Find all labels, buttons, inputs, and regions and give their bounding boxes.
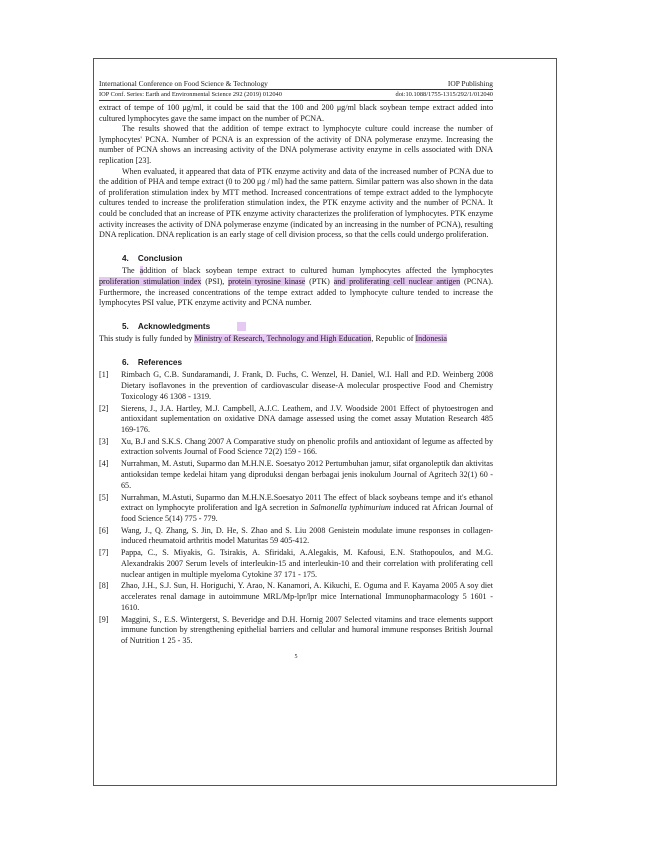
reference-text: Rimbach G, C.B. Sundaramandi, J. Frank, D. Fuchs, C. Wenzel, H. Daniel, W.I. Hall and P.D. Weinberg 2008 Dietary isoflavones in the prevention of cardiovascular disease-A molecular prospective Food and Chemistry Toxicology 46 1308 - 1319. xyxy=(121,370,493,401)
reference-number: [6] xyxy=(99,525,109,535)
section-heading-references xyxy=(122,358,493,369)
reference-item xyxy=(99,548,493,580)
section-title: Acknowledgments xyxy=(137,321,211,331)
reference-item xyxy=(99,526,493,547)
conference-name: International Conference on Food Science & Technology xyxy=(99,79,268,88)
section-number: 6. xyxy=(122,357,129,367)
reference-list xyxy=(99,370,493,646)
reference-item xyxy=(99,581,493,613)
reference-item xyxy=(99,437,493,458)
reference-item xyxy=(99,615,493,647)
section-heading-conclusion xyxy=(122,254,493,265)
conclusion-text-5: (PCNA). Furthermore, the increased concentrations of the tempe extract added to lymphocyte culture tended to increase the lymphocytes PSI value, PTK enzyme activity and PCNA number. xyxy=(99,276,493,308)
section-title: References xyxy=(137,357,182,367)
section-number: 4. xyxy=(122,253,129,263)
reference-number: [2] xyxy=(99,403,109,413)
acknowledgments-paragraph xyxy=(99,334,493,345)
doi-link[interactable]: doi:10.1088/1755-1315/292/1/012040 xyxy=(395,91,493,98)
reference-item xyxy=(99,493,493,525)
reference-text: Sierens, J., J.A. Hartley, M.J. Campbell, A.J.C. Leathem, and J.V. Woodside 2001 Effect of phytoestrogen and antioxidant suplementation on oxidative DNA damage assessed using the comet assay Mutation Research 485 169-176. xyxy=(121,403,493,434)
body-paragraph-1: extract of tempe of 100 μg/ml, it could be said that the 100 and 200 μg/ml black soybean tempe extract added into cultured lymphocytes gave the same impact on the number of PCNA. xyxy=(99,103,493,123)
paper-page xyxy=(99,79,493,663)
highlight-ptk[interactable]: protein tyrosine kinase xyxy=(228,276,306,286)
conclusion-paragraph xyxy=(99,266,493,308)
reference-text: Zhao, J.H., S.J. Sun, H. Horiguchi, Y. Arao, N. Kanamori, A. Kikuchi, E. Oguma and F. Kayama 2005 A soy diet accelerates renal damage in autoimmune MRL/Mp-lpr/lpr mice International Immunopharmacology 5 1601 - 1610. xyxy=(121,581,493,612)
conclusion-text-3: (PSI), xyxy=(201,276,229,286)
annotation-marker[interactable] xyxy=(237,322,246,331)
reference-text-part: Nurrahman, M.Astuti, Suparmo dan M.H.N.E.Soesatyo 2011 The effect of black soybeans tempe and it's ethanol extract on lymphocyte proliferation and IgA secretion in xyxy=(121,492,493,513)
body-paragraph-2: The results showed that the addition of tempe extract to lymphocyte culture could increase the number of lymphocytes' PCNA. Number of PCNA is an expression of the activity of DNA polymerase enzyme. Increasing the number of PCNA shows an increasing activity of the DNA polymerase activity enzyme in cells associated with DNA replication [23]. xyxy=(99,124,493,165)
reference-item xyxy=(99,459,493,491)
reference-number: [1] xyxy=(99,370,109,380)
section-title: Conclusion xyxy=(137,253,183,263)
reference-text: Pappa, C., S. Miyakis, G. Tsirakis, A. Sfiridaki, A.Alegakis, M. Kafousi, E.N. Stathopoulos, and M.G. Alexandrakis 2007 Serum levels of interleukin-15 and interleukin-10 and their correlation with proliferating cell nuclear antigen in multiple myeloma Cytokine 37 171 - 175. xyxy=(121,548,493,579)
reference-text: Xu, B.J and S.K.S. Chang 2007 A Comparative study on phenolic profils and antioxidant of legume as affected by extraction solvents Journal of Food Science 72(2) 159 - 166. xyxy=(121,436,493,457)
highlight-pcna[interactable]: and proliferating cell nuclear antigen xyxy=(333,276,461,286)
reference-italic-species: Salmonella typhimurium xyxy=(310,503,391,513)
highlight-indonesia[interactable]: Indonesia xyxy=(415,334,447,344)
highlight-1[interactable]: a xyxy=(139,266,144,276)
reference-text-part: induced rat African Journal of food Science 5(14) 775 - 779. xyxy=(121,503,493,523)
series-line xyxy=(99,90,493,100)
reference-text: Maggini, S., E.S. Wintergerst, S. Beveridge and D.H. Hornig 2007 Selected vitamins and trace elements support immune function by strengthening epithelial barriers and cellular and humoral immune responses British Journal of Nutrition 1 25 - 35. xyxy=(121,614,493,645)
section-heading-acknowledgments xyxy=(122,322,493,333)
body-paragraph-3: When evaluated, it appeared that data of PTK enzyme activity and data of the increased number of PCNA due to the addition of PHA and tempe extract (0 to 200 μg / ml) had the same pattern. Similar pattern was also shown in the data of proliferation stimulation index by MTT method. Increased concentrations of tempe extract added to the lymphocyte cultures tended to increase the proliferation stimulation index, the PTK enzyme activity and the number of PCNA. It could be concluded that an increase of PTK enzyme activity characterizes the proliferation of lymphocytes. PTK enzyme activity increases the activity of DNA polymerase enzyme (indicated by an increasing in the number of PCNA), resulting DNA replication. DNA replication is an early stage of cell division process, so that the cells could undergo proliferation. xyxy=(99,166,493,240)
conclusion-text-4: (PTK) xyxy=(305,276,334,286)
reference-number: [9] xyxy=(99,614,109,624)
reference-number: [5] xyxy=(99,492,109,502)
ack-text-2: , Republic of xyxy=(371,334,416,344)
reference-text xyxy=(121,493,493,525)
highlight-ministry[interactable]: Ministry of Research, Technology and High Education xyxy=(194,334,372,344)
reference-number: [8] xyxy=(99,581,109,591)
reference-number: [7] xyxy=(99,548,109,558)
reference-item xyxy=(99,404,493,436)
page-number: 5 xyxy=(294,654,298,661)
reference-number: [3] xyxy=(99,436,109,446)
conclusion-text-2: ddition of black soybean tempe extract to cultured human lymphocytes affected the lymphocytes xyxy=(143,266,493,276)
reference-text: Wang, J., Q. Zhang, S. Jin, D. He, S. Zhao and S. Liu 2008 Genistein modulate imune responses in collagen-induced rheumatoid arthritis model Maturitas 59 405-412. xyxy=(121,525,493,546)
section-number: 5. xyxy=(122,321,129,331)
reference-item xyxy=(99,370,493,402)
publisher-name: IOP Publishing xyxy=(447,79,493,88)
series-info: IOP Conf. Series: Earth and Environmental Science 292 (2019) 012040 xyxy=(99,91,282,98)
highlight-psi[interactable]: proliferation stimulation index xyxy=(99,276,202,286)
conclusion-text-1: The xyxy=(122,266,140,276)
header-rule-2 xyxy=(99,100,493,101)
running-header xyxy=(99,79,493,88)
reference-text: Nurrahman, M. Astuti, Suparmo dan M.H.N.E. Soesatyo 2012 Pertumbuhan jamur, sifat organoleptik dan aktivitas antioksidan tempe kedelai hitam yang diproduksi dengan berbagai jenis inokulum Journal of Agritech 32(1) 60 - 65. xyxy=(121,459,493,490)
ack-text-1: This study is fully funded by xyxy=(99,334,195,344)
reference-number: [4] xyxy=(99,459,109,469)
